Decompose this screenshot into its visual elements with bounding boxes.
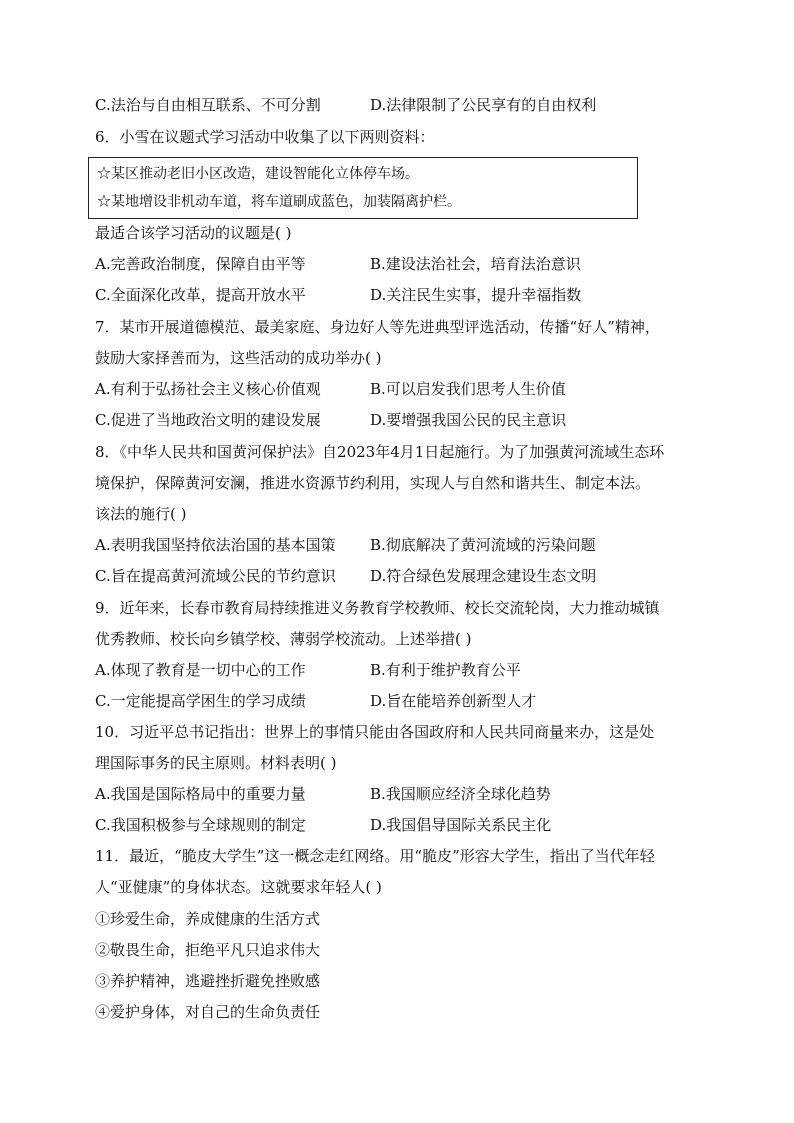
question-9-line-2: 优秀教师、校长向乡镇学校、薄弱学校流动。上述举措( ) <box>95 630 472 648</box>
question-6-prompt: 最适合该学习活动的议题是( ) <box>95 224 292 242</box>
statement-item: ②敬畏生命，拒绝平凡只追求伟大 <box>95 941 321 959</box>
question-6-stem: 6．小雪在议题式学习活动中收集了以下两则资料： <box>95 128 435 146</box>
option-b: B.建设法治社会，培育法治意识 <box>370 255 581 273</box>
material-2: ☆某地增设非机动车道，将车道刷成蓝色，加装隔离护栏。 <box>97 194 461 210</box>
option-a: A.表明我国坚持依法治国的基本国策 <box>95 536 336 554</box>
option-c: C.一定能提高学困生的学习成绩 <box>95 692 306 710</box>
question-8-line-2: 境保护，保障黄河安澜，推进水资源节约利用，实现人与自然和谐共生、制定本法。 <box>95 474 651 492</box>
option-a: A.有利于弘扬社会主义核心价值观 <box>95 380 321 398</box>
question-7-line-2: 鼓励大家择善而为，这些活动的成功举办( ) <box>95 349 382 367</box>
materials-box <box>88 157 638 219</box>
option-c: C.旨在提高黄河流域公民的节约意识 <box>95 567 336 585</box>
option-d: D.要增强我国公民的民主意识 <box>370 411 567 429</box>
question-7-line-1: 7．某市开展道德模范、最美家庭、身边好人等先进典型评选活动，传播“好人”精神， <box>95 318 660 336</box>
statement-item: ③养护精神，逃避挫折避免挫败感 <box>95 972 321 990</box>
option-c: C.法治与自由相互联系、不可分割 <box>95 96 321 114</box>
option-d: D.关注民生实事，提升幸福指数 <box>370 286 582 304</box>
option-c: C.促进了当地政治文明的建设发展 <box>95 411 321 429</box>
option-a: A.体现了教育是一切中心的工作 <box>95 661 306 679</box>
option-d: D.旨在能培养创新型人才 <box>370 692 537 710</box>
option-b: B.有利于维护教育公平 <box>370 661 521 679</box>
question-8-line-1: 8．《中华人民共和国黄河保护法》自2023年4月1日起施行。为了加强黄河流域生态环 <box>95 443 665 461</box>
option-b: B.我国顺应经济全球化趋势 <box>370 785 551 803</box>
statement-item: ①珍爱生命，养成健康的生活方式 <box>95 910 321 928</box>
question-8-line-3: 该法的施行( ) <box>95 505 187 523</box>
option-b: B.可以启发我们思考人生价值 <box>370 380 566 398</box>
option-b: B.彻底解决了黄河流域的污染问题 <box>370 536 596 554</box>
option-a: A.完善政治制度，保障自由平等 <box>95 255 306 273</box>
option-d: D.法律限制了公民享有的自由权利 <box>370 96 597 114</box>
option-d: D.我国倡导国际关系民主化 <box>370 816 552 834</box>
question-10-line-2: 理国际事务的民主原则。材料表明( ) <box>95 754 337 772</box>
option-a: A.我国是国际格局中的重要力量 <box>95 785 306 803</box>
material-1: ☆某区推动老旧小区改造，建设智能化立体停车场。 <box>97 166 419 182</box>
option-c: C.全面深化改革，提高开放水平 <box>95 286 306 304</box>
question-10-line-1: 10．习近平总书记指出：世界上的事情只能由各国政府和人民共同商量来办，这是处 <box>95 723 655 741</box>
statement-item: ④爱护身体，对自己的生命负责任 <box>95 1003 321 1021</box>
option-d: D.符合绿色发展理念建设生态文明 <box>370 567 597 585</box>
question-11-line-1: 11．最近，“脆皮大学生”这一概念走红网络。用“脆皮”形容大学生，指出了当代年轻 <box>95 847 655 865</box>
question-9-line-1: 9．近年来，长春市教育局持续推进义务教育学校教师、校长交流轮岗，大力推动城镇 <box>95 599 660 617</box>
question-11-line-2: 人“亚健康”的身体状态。这就要求年轻人( ) <box>95 878 382 896</box>
option-c: C.我国积极参与全球规则的制定 <box>95 816 306 834</box>
